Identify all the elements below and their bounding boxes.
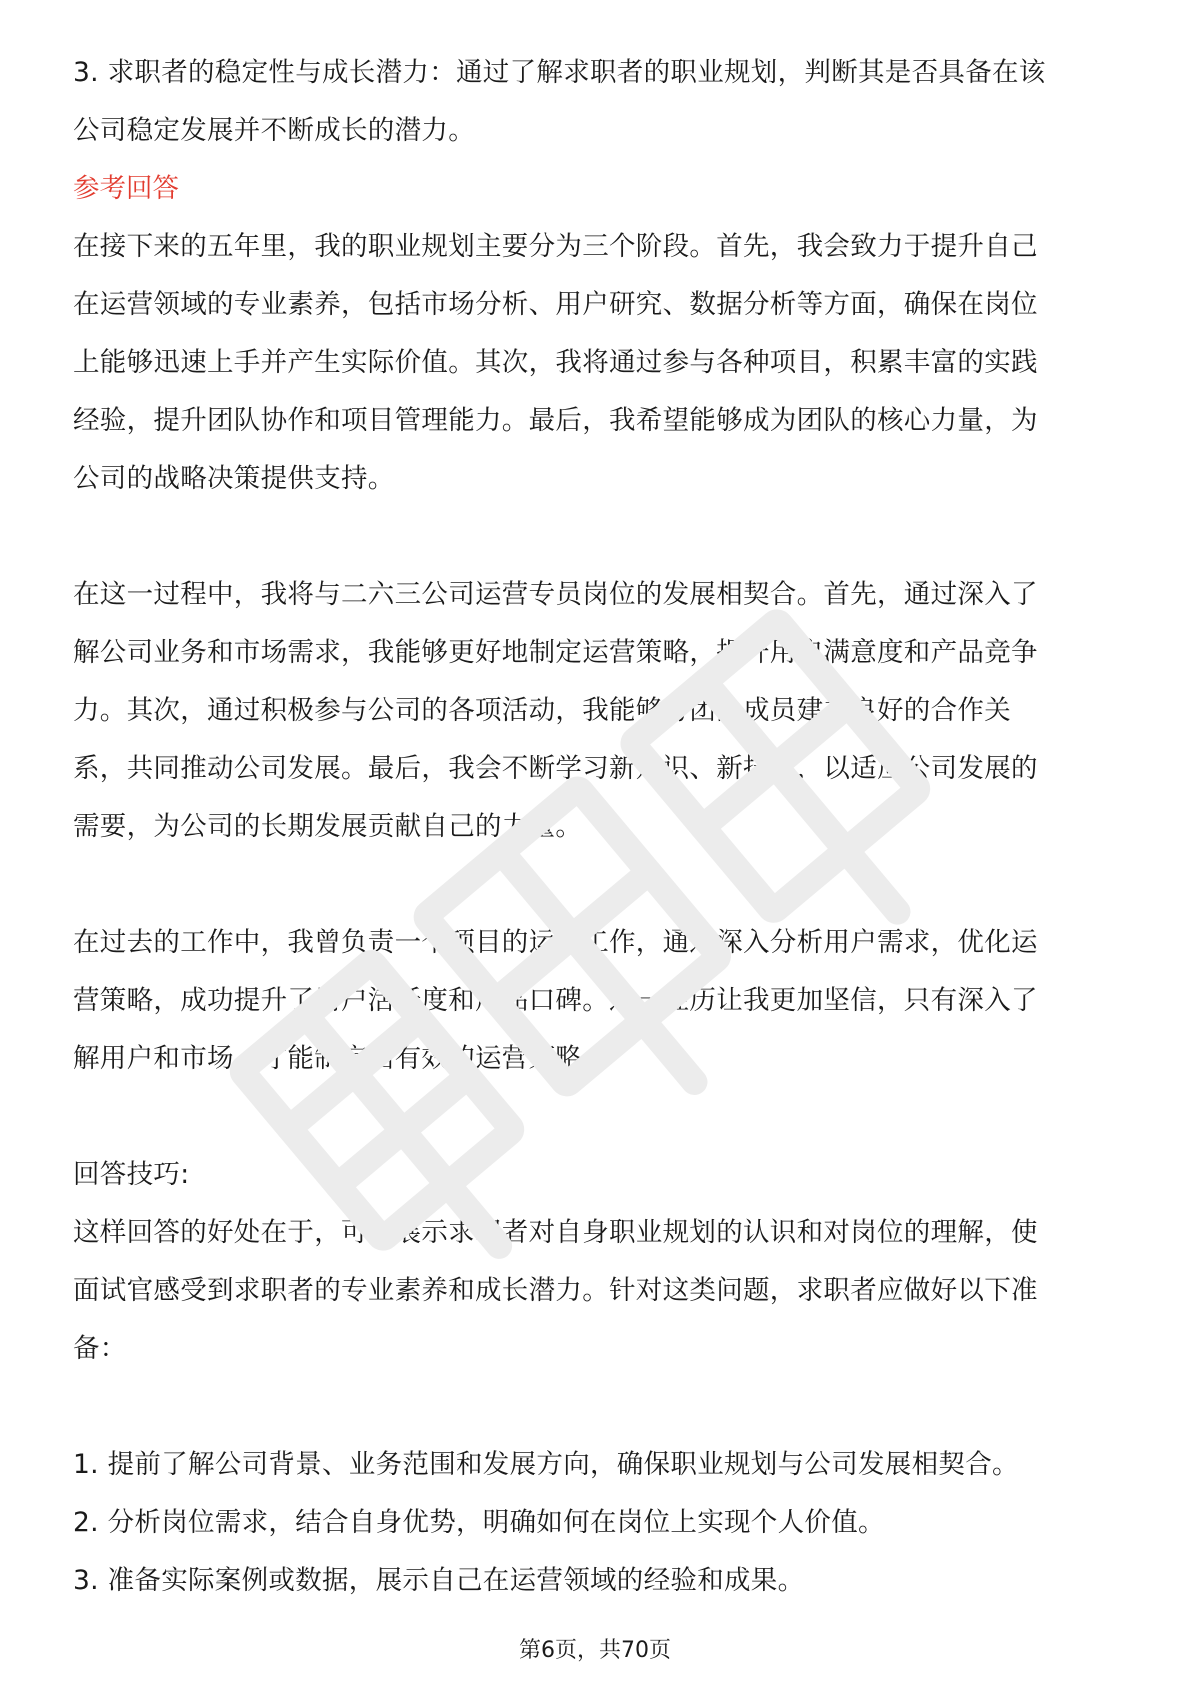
paragraph-line: 在这一过程中，我将与二六三公司运营专员岗位的发展相契合。首先，通过深入了 (73, 579, 1038, 610)
paragraph-line: 解用户和市场，才能制定出有效的运营策略。 (73, 1043, 609, 1074)
paragraph-line: 在接下来的五年里，我的职业规划主要分为三个阶段。首先，我会致力于提升自己 (73, 231, 1038, 262)
intro-point-line: 3. 求职者的稳定性与成长潜力：通过了解求职者的职业规划，判断其是否具备在该 (73, 57, 1046, 88)
paragraph-line: 面试官感受到求职者的专业素养和成长潜力。针对这类问题，求职者应做好以下准 (73, 1275, 1038, 1306)
answer-paragraph-1 (73, 218, 1118, 508)
paragraph-line: 经验，提升团队协作和项目管理能力。最后，我希望能够成为团队的核心力量，为 (73, 405, 1038, 436)
intro-point-line: 公司稳定发展并不断成长的潜力。 (73, 115, 475, 146)
tips-paragraph (73, 1204, 1118, 1378)
paragraph-line: 需要，为公司的长期发展贡献自己的力量。 (73, 811, 583, 842)
paragraph-line: 营策略，成功提升了用户活跃度和产品口碑。这一经历让我更加坚信，只有深入了 (73, 985, 1038, 1016)
list-item: 1. 提前了解公司背景、业务范围和发展方向，确保职业规划与公司发展相契合。 (73, 1449, 1019, 1480)
paragraph-line: 这样回答的好处在于，可以展示求职者对自身职业规划的认识和对岗位的理解，使 (73, 1217, 1038, 1248)
paragraph-line: 在运营领域的专业素养，包括市场分析、用户研究、数据分析等方面，确保在岗位 (73, 289, 1038, 320)
paragraph-line: 解公司业务和市场需求，我能够更好地制定运营策略，提升用户满意度和产品竞争 (73, 637, 1038, 668)
paragraph-gap (73, 1378, 1118, 1436)
answer-paragraph-2 (73, 566, 1118, 856)
paragraph-line: 系，共同推动公司发展。最后，我会不断学习新知识、新技能，以适应公司发展的 (73, 753, 1038, 784)
paragraph-line: 上能够迅速上手并产生实际价值。其次，我将通过参与各种项目，积累丰富的实践 (73, 347, 1038, 378)
paragraph-gap (73, 1088, 1118, 1146)
document-page (73, 44, 1118, 1610)
page-footer: 第6页，共70页 (519, 1638, 671, 1663)
paragraph-gap (73, 856, 1118, 914)
paragraph-gap (73, 508, 1118, 566)
list-item: 2. 分析岗位需求，结合自身优势，明确如何在岗位上实现个人价值。 (73, 1507, 885, 1538)
paragraph-line: 公司的战略决策提供支持。 (73, 463, 395, 494)
answer-paragraph-3 (73, 914, 1118, 1088)
tips-list (73, 1436, 1118, 1610)
paragraph-line: 力。其次，通过积极参与公司的各项活动，我能够与团队成员建立良好的合作关 (73, 695, 1011, 726)
answer-heading: 参考回答 (73, 173, 179, 204)
paragraph-line: 备： (73, 1333, 127, 1364)
paragraph-line: 在过去的工作中，我曾负责一个项目的运营工作，通过深入分析用户需求，优化运 (73, 927, 1038, 958)
tips-heading: 回答技巧: (73, 1159, 190, 1190)
list-item: 3. 准备实际案例或数据，展示自己在运营领域的经验和成果。 (73, 1565, 805, 1596)
